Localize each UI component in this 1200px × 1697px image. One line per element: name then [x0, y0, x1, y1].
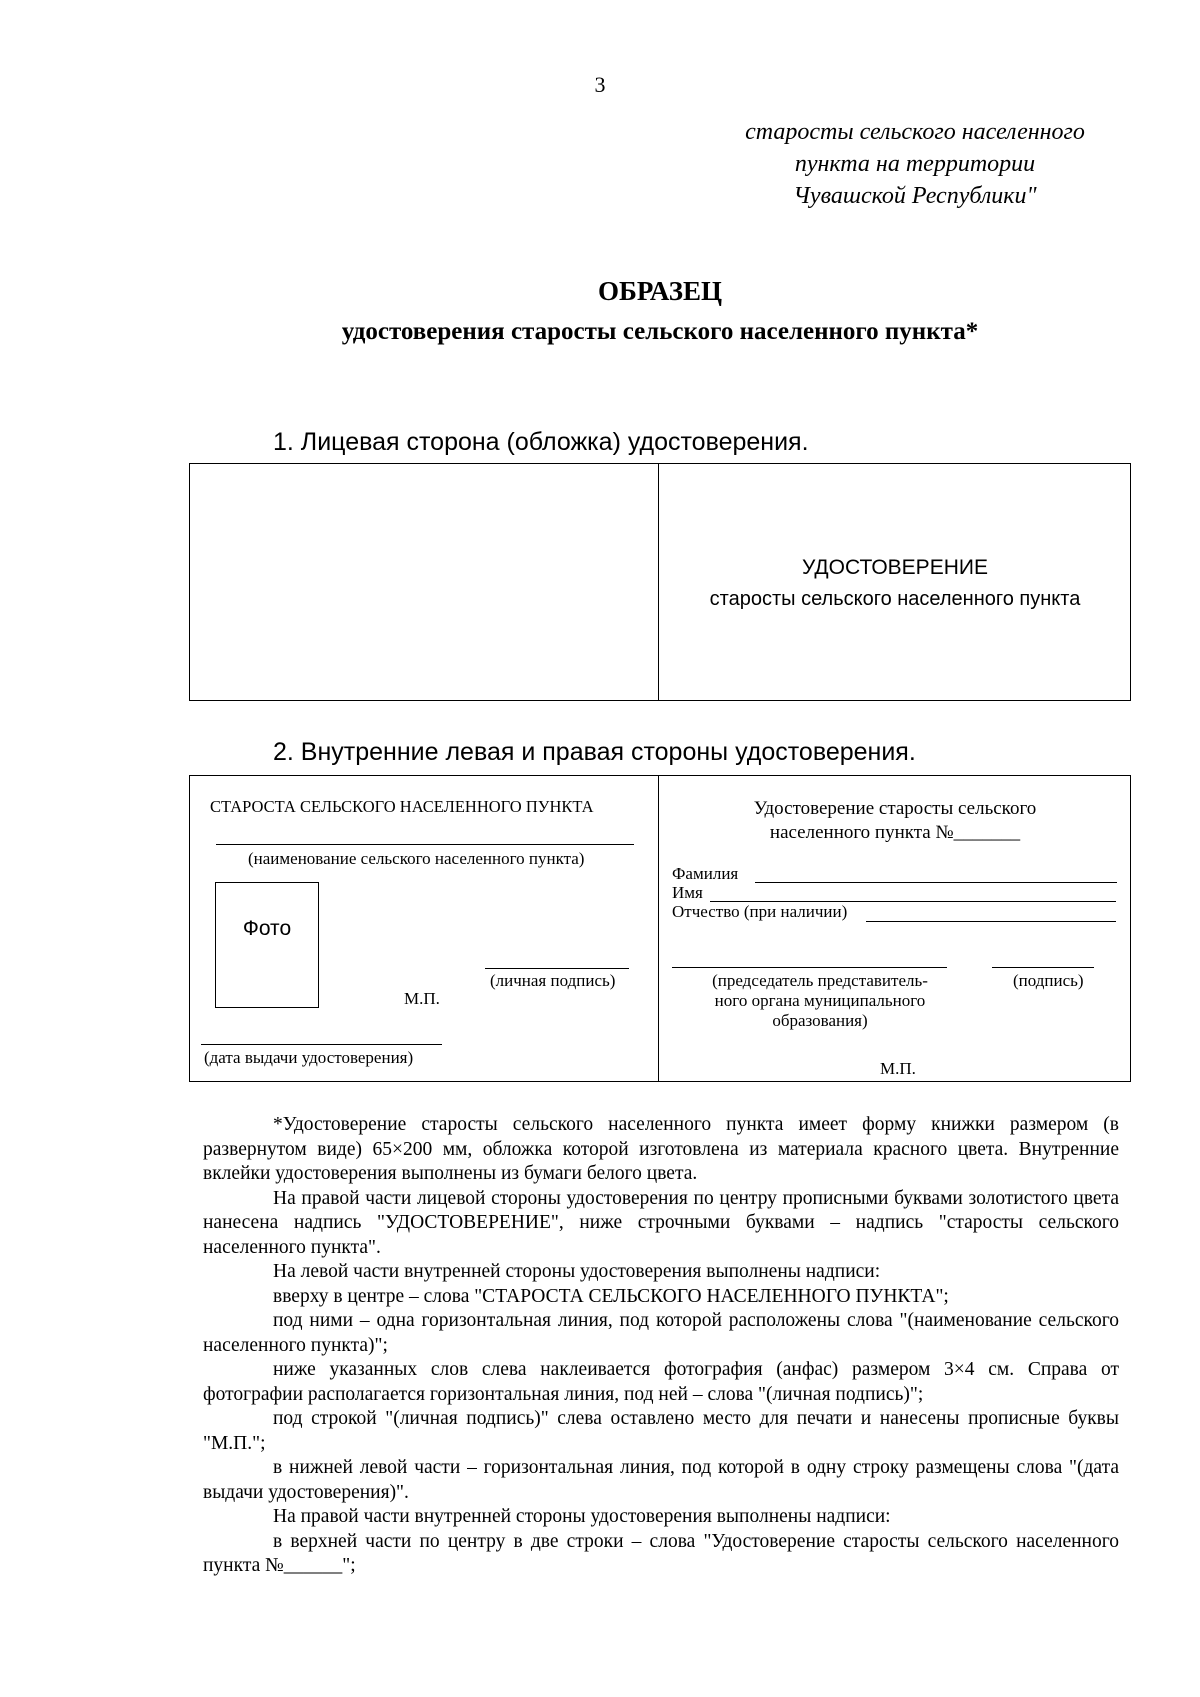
footnote-paragraph: На правой части лицевой стороны удостоверения по центру прописными буквами золотистого цвета нанесена надпись "УДОСТОВЕРЕНИЕ", ниже строчными буквами – надпись "старосты сельского населенного пункта".	[203, 1187, 1119, 1258]
issue-date-caption: (дата выдачи удостоверения)	[204, 1048, 414, 1067]
footnote-paragraph: под ними – одна горизонтальная линия, под которой расположены слова "(наименование сельского населенного пункта)";	[203, 1310, 1119, 1356]
stamp-label: М.П.	[404, 989, 440, 1008]
signature-line	[485, 968, 629, 969]
document-title: ОБРАЗЕЦ	[598, 276, 722, 306]
patronymic-label: Отчество (при наличии)	[672, 902, 848, 921]
chairman-caption-line: ного органа муниципального	[714, 991, 926, 1010]
footnote-text	[203, 1113, 1119, 1579]
settlement-name-caption: (наименование сельского населенного пункта)	[248, 849, 585, 868]
header-line: Чувашской Республики"	[793, 183, 1037, 209]
left-title: СТАРОСТА СЕЛЬСКОГО НАСЕЛЕННОГО ПУНКТА	[210, 797, 594, 816]
footnote-paragraph: в верхней части по центру в две строки – слова "Удостоверение старосты сельского населенного пункта №______";	[203, 1530, 1119, 1576]
header-line: старосты сельского населенного	[745, 119, 1085, 145]
header-line: пункта на территории	[794, 151, 1036, 177]
section-1-heading: 1. Лицевая сторона (обложка) удостоверения.	[273, 428, 809, 456]
photo-label: Фото	[242, 917, 292, 940]
inner-sample-box	[189, 775, 1131, 1082]
photo-placeholder	[215, 882, 319, 1008]
right-stamp-label: М.П.	[880, 1059, 916, 1078]
chairman-line	[672, 967, 947, 968]
surname-label: Фамилия	[672, 864, 739, 883]
patronymic-line	[866, 921, 1116, 922]
cover-divider	[658, 464, 659, 700]
cover-subtitle: старосты сельского населенного пункта	[709, 588, 1081, 610]
surname-line	[755, 882, 1117, 883]
inner-divider	[658, 776, 659, 1081]
footnote-paragraph: под строкой "(личная подпись)" слева оставлено место для печати и нанесены прописные буквы "М.П.";	[203, 1408, 1119, 1454]
footnote-paragraph: На правой части внутренней стороны удостоверения выполнены надписи:	[273, 1506, 891, 1527]
footnote-paragraph: ниже указанных слов слева наклеивается фотография (анфас) размером 3×4 см. Справа от фотографии располагается горизонтальная линия, под ней – слова "(личная подпись)";	[203, 1359, 1119, 1405]
footnote-paragraph: вверху в центре – слова "СТАРОСТА СЕЛЬСКОГО НАСЕЛЕННОГО ПУНКТА";	[273, 1285, 949, 1307]
cover-title: УДОСТОВЕРЕНИЕ	[802, 556, 988, 579]
name-label: Имя	[672, 883, 703, 902]
chairman-caption-line: (председатель представитель-	[712, 971, 928, 990]
section-2-heading: 2. Внутренние левая и правая стороны удостоверения.	[273, 738, 916, 766]
footnote-paragraph: На левой части внутренней стороны удостоверения выполнены надписи:	[273, 1261, 881, 1282]
footnote-paragraph: *Удостоверение старосты сельского населенного пункта имеет форму книжки размером (в развернутом виде) 65×200 мм, обложка которой изготовлена из материала красного цвета. Внутренние вклейки удостоверения выполнены из бумаги белого цвета.	[203, 1114, 1119, 1184]
right-title-line1: Удостоверение старосты сельского	[753, 798, 1037, 819]
header-approval-note	[700, 116, 1130, 212]
settlement-name-line	[216, 844, 634, 845]
cover-sample-box	[189, 463, 1131, 701]
right-title-line2: населенного пункта №_______	[769, 822, 1021, 843]
page-number: 3	[594, 72, 606, 97]
chairman-caption	[670, 971, 970, 1031]
signature-caption: (личная подпись)	[490, 971, 616, 990]
right-signature-caption: (подпись)	[1013, 971, 1084, 990]
document-subtitle: удостоверения старосты сельского населенного пункта*	[341, 318, 979, 345]
right-signature-line	[992, 967, 1094, 968]
issue-date-line	[201, 1044, 442, 1045]
footnote-paragraph: в нижней левой части – горизонтальная линия, под которой в одну строку размещены слова "(дата выдачи удостоверения)".	[203, 1457, 1119, 1503]
chairman-caption-line: образования)	[772, 1011, 868, 1030]
